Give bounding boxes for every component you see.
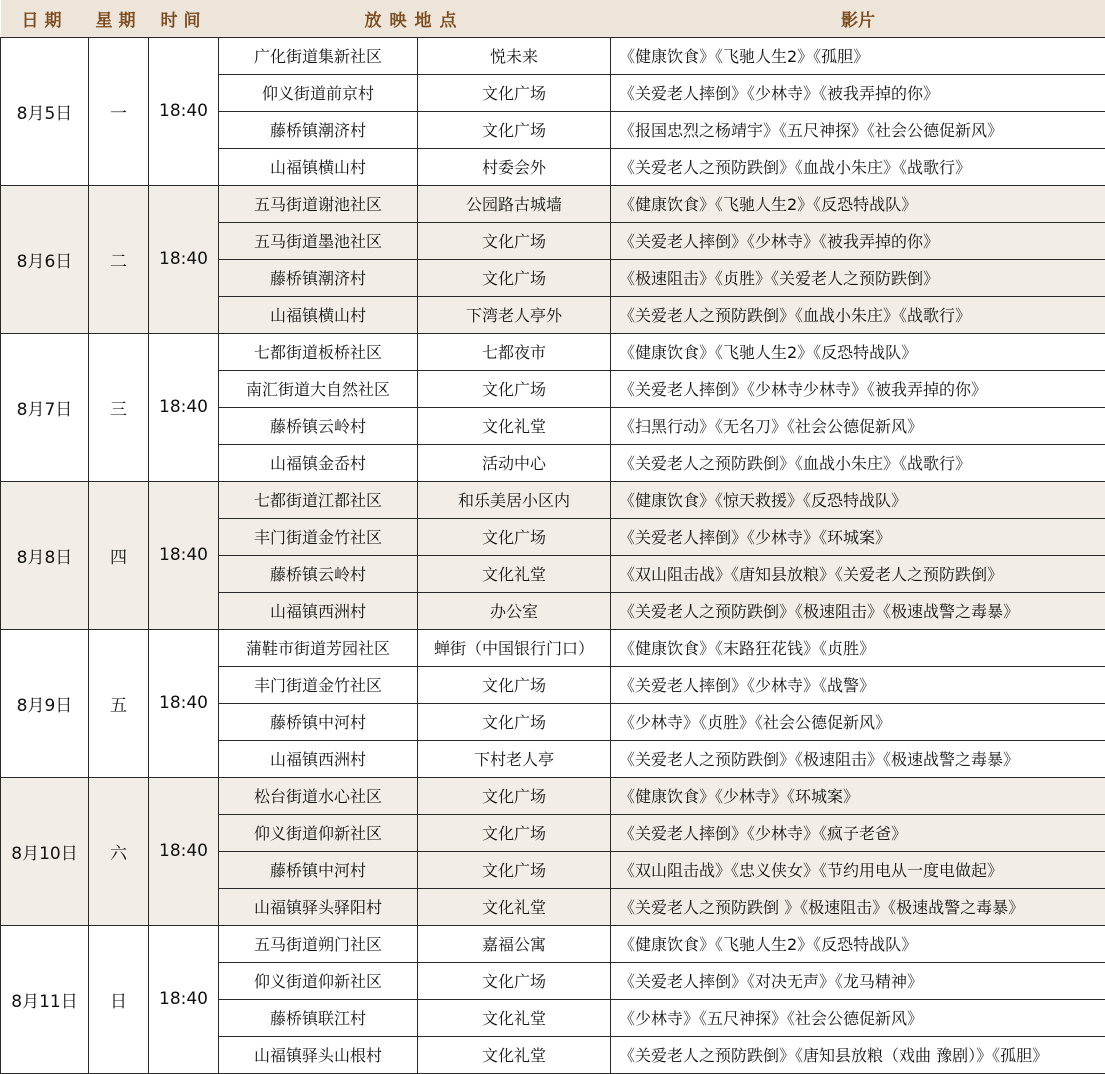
venue-area-cell: 蒲鞋市街道芳园社区: [219, 629, 418, 666]
table-row: [1, 333, 1105, 370]
venue-area-cell: 七都街道江都社区: [219, 481, 418, 518]
venue-spot-cell: 文化广场: [418, 74, 611, 111]
films-cell: 《健康饮食》《末路狂花钱》《贞胜》: [611, 629, 1105, 666]
weekday-cell: 五: [89, 629, 149, 777]
date-cell: 8月10日: [1, 777, 89, 925]
table-header: [1, 0, 1105, 37]
venue-spot-cell: 嘉福公寓: [418, 925, 611, 962]
weekday-cell: 四: [89, 481, 149, 629]
venue-spot-cell: 和乐美居小区内: [418, 481, 611, 518]
table-row: [1, 185, 1105, 222]
venue-spot-cell: 文化广场: [418, 666, 611, 703]
venue-area-cell: 五马街道墨池社区: [219, 222, 418, 259]
films-cell: 《扫黑行动》《无名刀》《社会公德促新风》: [611, 407, 1105, 444]
films-cell: 《健康饮食》《惊天救援》《反恐特战队》: [611, 481, 1105, 518]
films-cell: 《极速阻击》《贞胜》《关爱老人之预防跌倒》: [611, 259, 1105, 296]
venue-area-cell: 藤桥镇联江村: [219, 999, 418, 1036]
time-cell: 18:40: [149, 333, 219, 481]
films-cell: 《关爱老人摔倒》《少林寺》《战警》: [611, 666, 1105, 703]
films-cell: 《关爱老人之预防跌倒 》《极速阻击》《极速战警之毒暴》: [611, 888, 1105, 925]
venue-spot-cell: 七都夜市: [418, 333, 611, 370]
films-cell: 《关爱老人之预防跌倒》《极速阻击》《极速战警之毒暴》: [611, 740, 1105, 777]
films-cell: 《少林寺》《五尺神探》《社会公德促新风》: [611, 999, 1105, 1036]
films-cell: 《报国忠烈之杨靖宇》《五尺神探》《社会公德促新风》: [611, 111, 1105, 148]
day-group: [1, 333, 1105, 481]
venue-spot-cell: 文化广场: [418, 703, 611, 740]
venue-area-cell: 藤桥镇云岭村: [219, 555, 418, 592]
venue-area-cell: 藤桥镇潮济村: [219, 259, 418, 296]
weekday-cell: 一: [89, 37, 149, 185]
venue-area-cell: 藤桥镇中河村: [219, 703, 418, 740]
header-film: 影片: [611, 0, 1105, 37]
films-cell: 《双山阻击战》《忠义侠女》《节约用电从一度电做起》: [611, 851, 1105, 888]
venue-spot-cell: 文化礼堂: [418, 555, 611, 592]
venue-spot-cell: 文化广场: [418, 259, 611, 296]
weekday-cell: 六: [89, 777, 149, 925]
time-cell: 18:40: [149, 777, 219, 925]
films-cell: 《健康饮食》《少林寺》《环城案》: [611, 777, 1105, 814]
date-cell: 8月11日: [1, 925, 89, 1073]
venue-area-cell: 七都街道板桥社区: [219, 333, 418, 370]
date-cell: 8月7日: [1, 333, 89, 481]
films-cell: 《关爱老人摔倒》《少林寺》《疯子老爸》: [611, 814, 1105, 851]
weekday-cell: 二: [89, 185, 149, 333]
films-cell: 《关爱老人摔倒》《少林寺少林寺》《被我弄掉的你》: [611, 370, 1105, 407]
venue-spot-cell: 文化广场: [418, 962, 611, 999]
films-cell: 《关爱老人之预防跌倒》《血战小朱庄》《战歌行》: [611, 296, 1105, 333]
day-group: [1, 185, 1105, 333]
venue-spot-cell: 文化礼堂: [418, 1036, 611, 1073]
films-cell: 《关爱老人摔倒》《少林寺》《环城案》: [611, 518, 1105, 555]
films-cell: 《健康饮食》《飞驰人生2》《孤胆》: [611, 37, 1105, 74]
venue-area-cell: 南汇街道大自然社区: [219, 370, 418, 407]
venue-area-cell: 山福镇西洲村: [219, 592, 418, 629]
venue-area-cell: 山福镇西洲村: [219, 740, 418, 777]
day-group: [1, 925, 1105, 1073]
venue-area-cell: 藤桥镇云岭村: [219, 407, 418, 444]
time-cell: 18:40: [149, 185, 219, 333]
venue-area-cell: 山福镇驿头驿阳村: [219, 888, 418, 925]
time-cell: 18:40: [149, 37, 219, 185]
header-row: [1, 0, 1105, 37]
films-cell: 《双山阻击战》《唐知县放粮》《关爱老人之预防跌倒》: [611, 555, 1105, 592]
films-cell: 《关爱老人摔倒》《少林寺》《被我弄掉的你》: [611, 222, 1105, 259]
date-cell: 8月6日: [1, 185, 89, 333]
table-row: [1, 777, 1105, 814]
venue-area-cell: 松台街道水心社区: [219, 777, 418, 814]
header-weekday: 星期: [89, 0, 149, 37]
venue-area-cell: 五马街道朔门社区: [219, 925, 418, 962]
weekday-cell: 三: [89, 333, 149, 481]
day-group: [1, 37, 1105, 185]
venue-spot-cell: 文化广场: [418, 370, 611, 407]
venue-area-cell: 丰门街道金竹社区: [219, 666, 418, 703]
venue-spot-cell: 文化礼堂: [418, 999, 611, 1036]
day-group: [1, 777, 1105, 925]
table-row: [1, 481, 1105, 518]
venue-spot-cell: 蝉街（中国银行门口）: [418, 629, 611, 666]
films-cell: 《健康饮食》《飞驰人生2》《反恐特战队》: [611, 925, 1105, 962]
time-cell: 18:40: [149, 481, 219, 629]
header-venue: 放映地点: [219, 0, 611, 37]
date-cell: 8月9日: [1, 629, 89, 777]
films-cell: 《关爱老人之预防跌倒》《唐知县放粮（戏曲 豫剧）》《孤胆》: [611, 1036, 1105, 1073]
venue-area-cell: 山福镇横山村: [219, 296, 418, 333]
venue-area-cell: 丰门街道金竹社区: [219, 518, 418, 555]
time-cell: 18:40: [149, 629, 219, 777]
venue-area-cell: 仰义街道仰新社区: [219, 962, 418, 999]
venue-area-cell: 广化街道集新社区: [219, 37, 418, 74]
table-row: [1, 925, 1105, 962]
venue-spot-cell: 文化广场: [418, 851, 611, 888]
weekday-cell: 日: [89, 925, 149, 1073]
table-row: [1, 37, 1105, 74]
venue-area-cell: 仰义街道仰新社区: [219, 814, 418, 851]
day-group: [1, 629, 1105, 777]
venue-area-cell: 山福镇横山村: [219, 148, 418, 185]
table-row: [1, 629, 1105, 666]
venue-spot-cell: 文化礼堂: [418, 888, 611, 925]
films-cell: 《关爱老人摔倒》《对决无声》《龙马精神》: [611, 962, 1105, 999]
films-cell: 《关爱老人摔倒》《少林寺》《被我弄掉的你》: [611, 74, 1105, 111]
films-cell: 《关爱老人之预防跌倒》《极速阻击》《极速战警之毒暴》: [611, 592, 1105, 629]
venue-spot-cell: 公园路古城墙: [418, 185, 611, 222]
header-time: 时间: [149, 0, 219, 37]
films-cell: 《健康饮食》《飞驰人生2》《反恐特战队》: [611, 333, 1105, 370]
venue-area-cell: 山福镇金岙村: [219, 444, 418, 481]
venue-spot-cell: 活动中心: [418, 444, 611, 481]
venue-area-cell: 藤桥镇潮济村: [219, 111, 418, 148]
films-cell: 《健康饮食》《飞驰人生2》《反恐特战队》: [611, 185, 1105, 222]
time-cell: 18:40: [149, 925, 219, 1073]
venue-spot-cell: 下湾老人亭外: [418, 296, 611, 333]
films-cell: 《关爱老人之预防跌倒》《血战小朱庄》《战歌行》: [611, 444, 1105, 481]
venue-spot-cell: 村委会外: [418, 148, 611, 185]
venue-spot-cell: 文化广场: [418, 111, 611, 148]
films-cell: 《少林寺》《贞胜》《社会公德促新风》: [611, 703, 1105, 740]
venue-spot-cell: 文化广场: [418, 222, 611, 259]
date-cell: 8月8日: [1, 481, 89, 629]
venue-area-cell: 仰义街道前京村: [219, 74, 418, 111]
venue-area-cell: 藤桥镇中河村: [219, 851, 418, 888]
venue-spot-cell: 悦未来: [418, 37, 611, 74]
venue-spot-cell: 文化礼堂: [418, 407, 611, 444]
venue-spot-cell: 办公室: [418, 592, 611, 629]
header-date: 日期: [1, 0, 89, 37]
venue-spot-cell: 下村老人亭: [418, 740, 611, 777]
films-cell: 《关爱老人之预防跌倒》《血战小朱庄》《战歌行》: [611, 148, 1105, 185]
venue-spot-cell: 文化广场: [418, 518, 611, 555]
venue-spot-cell: 文化广场: [418, 777, 611, 814]
day-group: [1, 481, 1105, 629]
date-cell: 8月5日: [1, 37, 89, 185]
venue-area-cell: 山福镇驿头山根村: [219, 1036, 418, 1073]
venue-area-cell: 五马街道谢池社区: [219, 185, 418, 222]
venue-spot-cell: 文化广场: [418, 814, 611, 851]
